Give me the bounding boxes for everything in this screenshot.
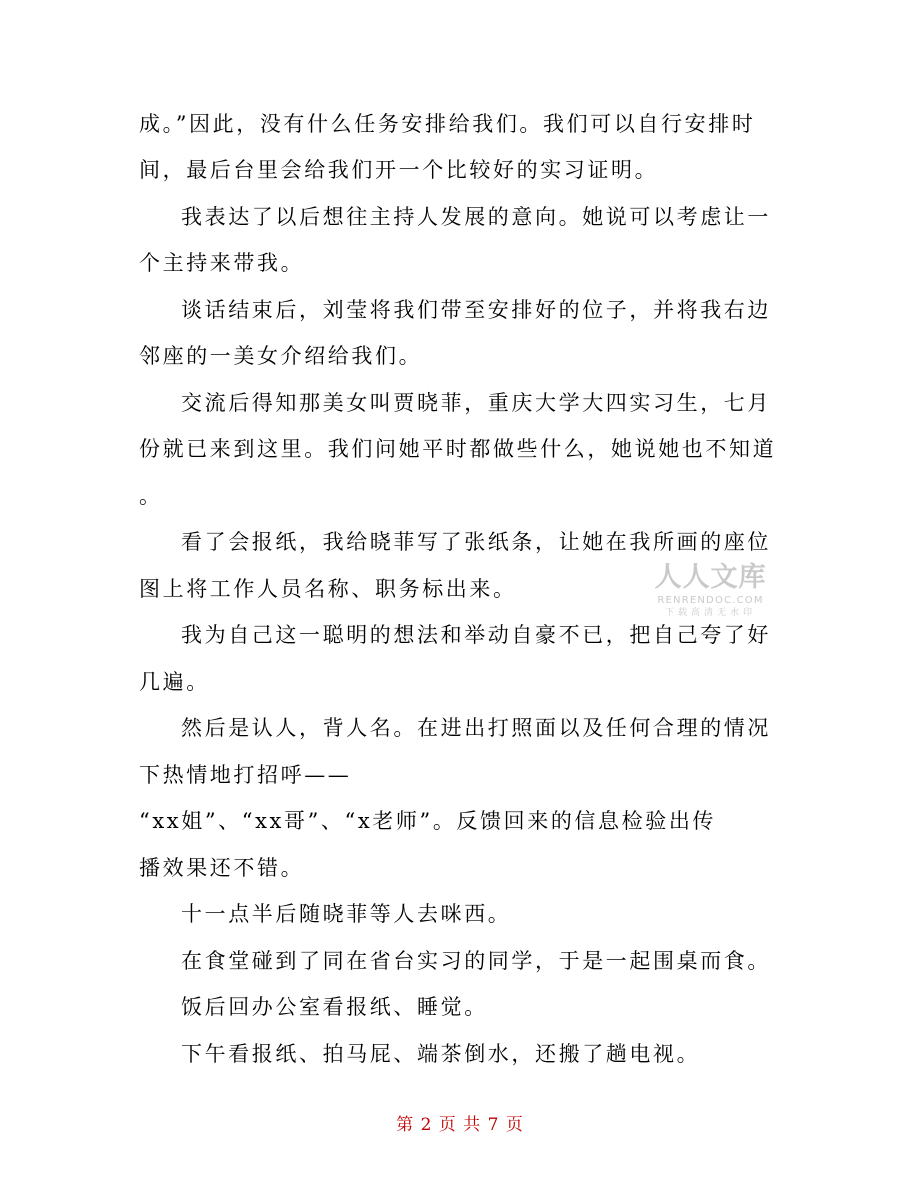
paragraph-line: 在食堂碰到了同在省台实习的同学，于是一起围桌而食。	[181, 949, 771, 973]
paragraph-line: 下午看报纸、拍马屁、端茶倒水，还搬了趟电视。	[181, 1042, 701, 1066]
paragraph-line: 十一点半后随晓菲等人去咪西。	[181, 902, 512, 926]
paragraph-line: 邻座的一美女介绍给我们。	[139, 344, 423, 368]
paragraph-line: 我表达了以后想往主持人发展的意向。她说可以考虑让一	[181, 205, 771, 229]
paragraph-line: 下热情地打招呼——	[139, 763, 352, 787]
paragraph-line: 。	[139, 484, 163, 508]
watermark-logo	[648, 562, 773, 632]
watermark-url: RENRENDOC.COM	[657, 595, 764, 606]
paragraph-line: 谈话结束后，刘莹将我们带至安排好的位子，并将我右边	[181, 298, 771, 322]
paragraph-line: 交流后得知那美女叫贾晓菲，重庆大学大四实习生，七月	[181, 391, 771, 415]
watermark-title: 人人文库	[654, 562, 767, 593]
paragraph-line: 看了会报纸，我给晓菲写了张纸条，让她在我所画的座位	[181, 530, 771, 554]
paragraph-line: “xx姐”、“xx哥”、“x老师”。反馈回来的信息检验出传	[139, 809, 717, 833]
paragraph-line: 然后是认人，背人名。在进出打照面以及任何合理的情况	[181, 716, 771, 740]
paragraph-line: 我为自己这一聪明的想法和举动自豪不已，把自己夸了好	[181, 623, 771, 647]
paragraph-line: 播效果还不错。	[139, 856, 305, 880]
paragraph-line: 几遍。	[139, 670, 210, 694]
watermark-tagline: 下载高清无水印	[664, 608, 756, 618]
paragraph-line: 份就已来到这里。我们问她平时都做些什么，她说她也不知道	[139, 437, 777, 461]
paragraph-line: 图上将工作人员名称、职务标出来。	[139, 577, 517, 601]
paragraph-line: 饭后回办公室看报纸、睡觉。	[181, 995, 488, 1019]
paragraph-line: 个主持来带我。	[139, 251, 305, 275]
page-number-footer: 第 2 页 共 7 页	[396, 1115, 524, 1135]
paragraph-line: 间，最后台里会给我们开一个比较好的实习证明。	[139, 158, 659, 182]
paragraph-line: 成。”因此，没有什么任务安排给我们。我们可以自行安排时	[139, 112, 756, 136]
